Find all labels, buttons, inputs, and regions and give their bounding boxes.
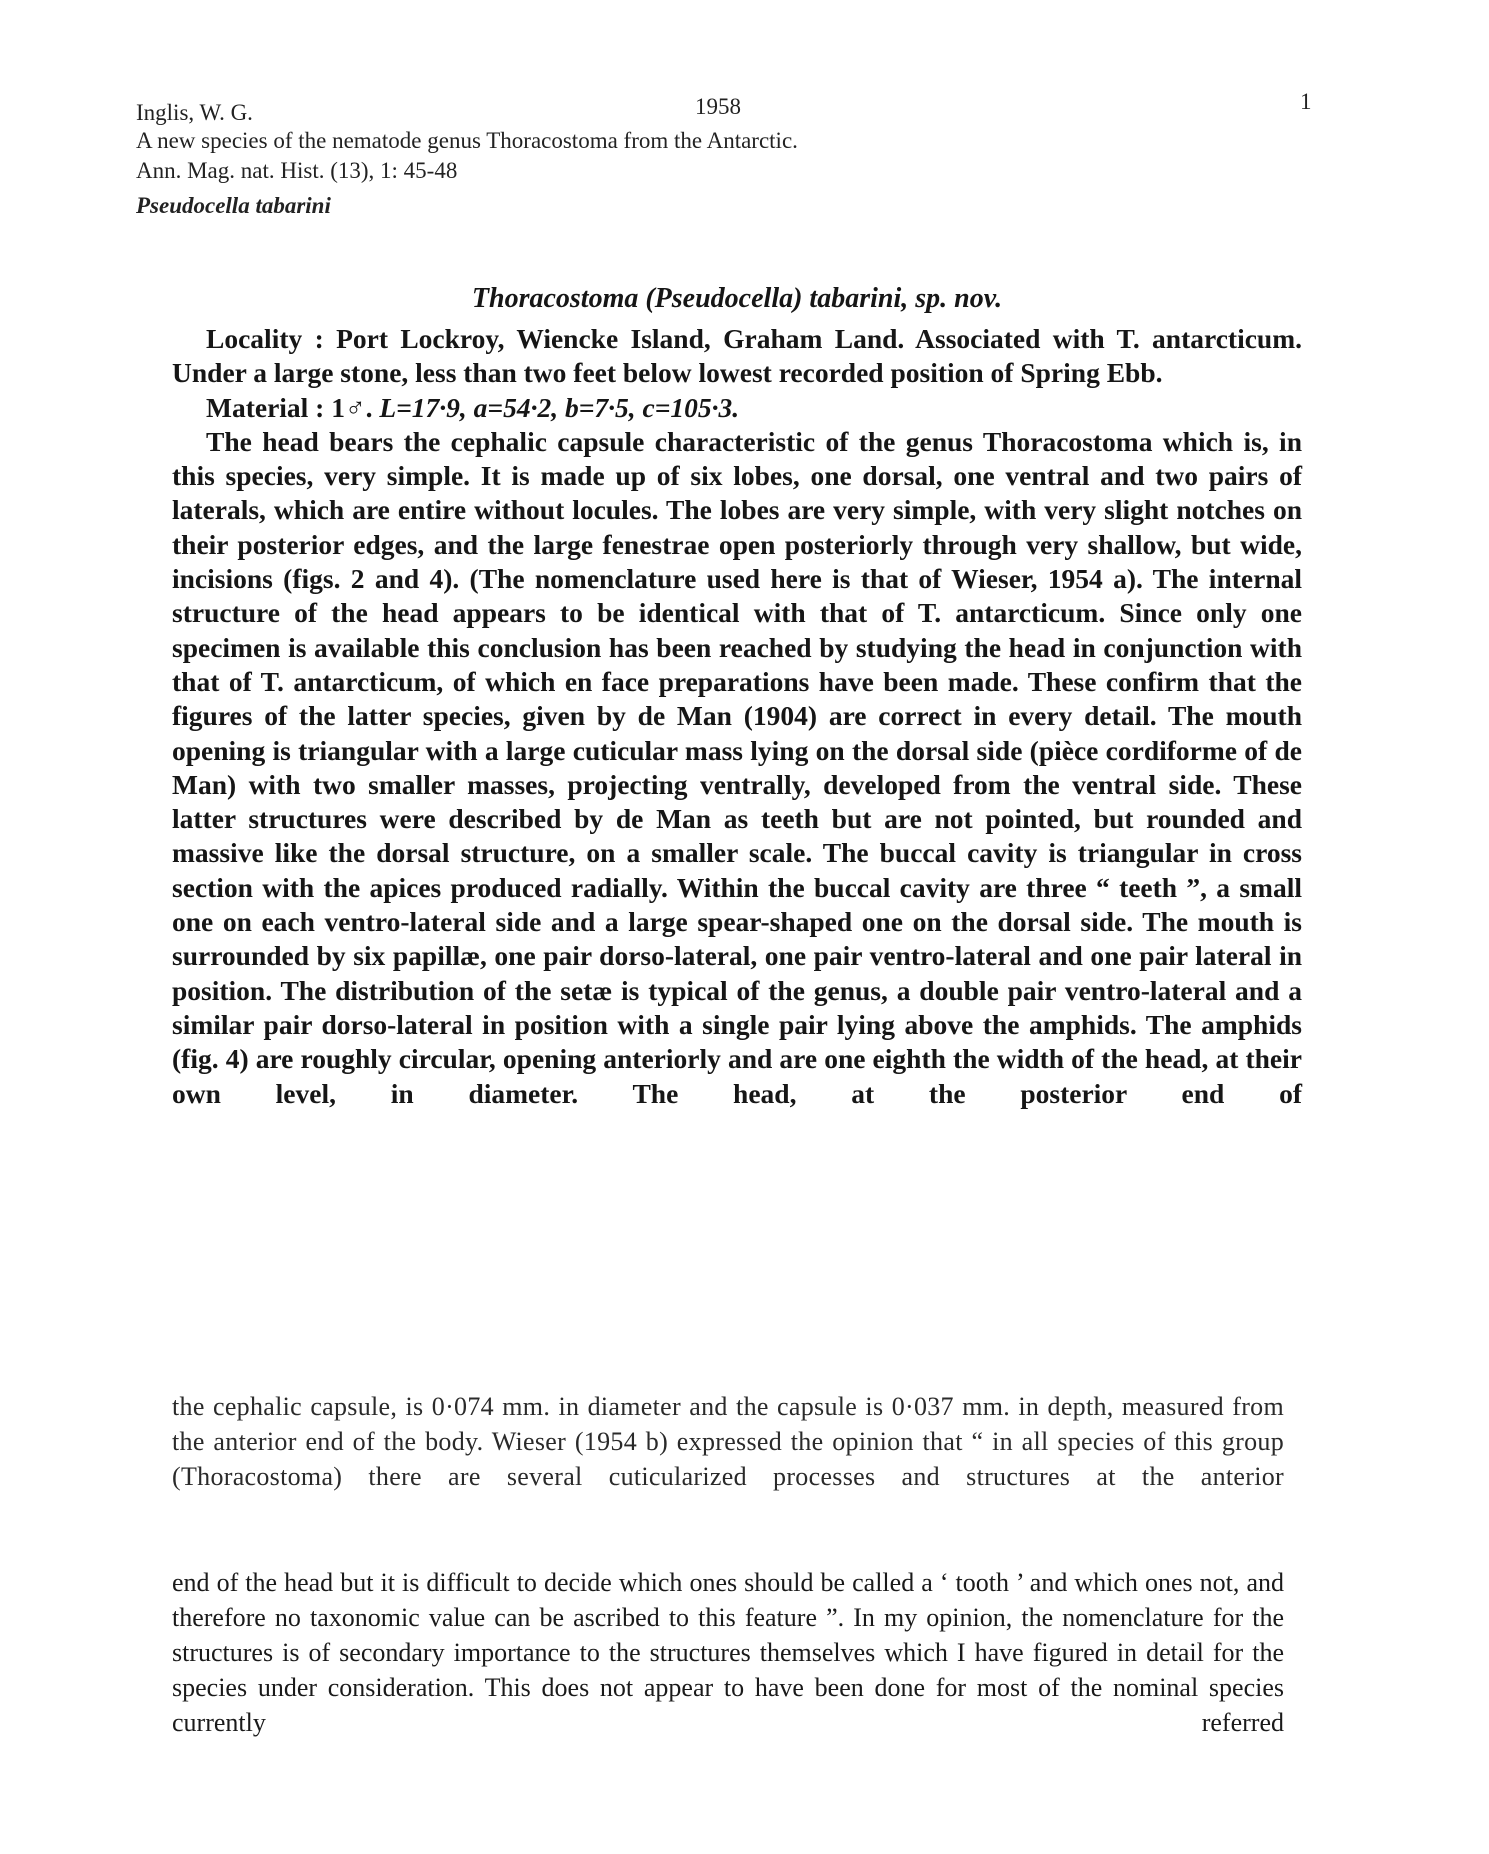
nomenclature-text: end of the head but it is difficult to decide which ones should be called a ‘ tooth ’ and which ones not, and therefore no taxonomic value can be ascribed to this feature ”. In my opinion, the nomenclature for the structures is of secondary importance to the structures themselves which I have figured in detail for the species under consideration. This does not appear to have been done for most of the nominal species currently referred: [172, 1568, 1284, 1737]
species-description: [172, 280, 1302, 1111]
capsule-paragraph: [172, 1389, 1284, 1494]
measurements: L=17·9, a=54·2, b=7·5, c=105·3.: [379, 391, 740, 423]
material-paragraph: [172, 391, 1302, 425]
citation-species: Pseudocella tabarini: [136, 193, 331, 218]
nomenclature-paragraph: [172, 1565, 1284, 1740]
citation-year: 1958: [695, 94, 741, 119]
page-number: 1: [1300, 89, 1312, 114]
locality-paragraph: Locality : Port Lockroy, Wiencke Island, Graham Land. Associated with T. antarcticum. Under a large stone, less than two feet below lowest recorded position of Spring Ebb.: [172, 323, 1302, 389]
capsule-text: the cephalic capsule, is 0·074 mm. in diameter and the capsule is 0·037 mm. in depth, measured from the anterior end of the body. Wieser (1954 b) expressed the opinion that “ in all species of this group (Thoracostoma) there are several cuticularized processes and structures at the anterior: [172, 1392, 1284, 1491]
citation-journal: Ann. Mag. nat. Hist. (13), 1: 45-48: [136, 158, 458, 183]
citation-author: Inglis, W. G.: [136, 100, 253, 125]
head-description-paragraph: The head bears the cephalic capsule characteristic of the genus Thoracostoma which is, in this species, very simple. It is made up of six lobes, one dorsal, one ventral and two pairs of laterals, which are entire without locules. The lobes are very simple, with very slight notches on their posterior edges, and the large fenestrae open posteriorly through very shallow, but wide, incisions (figs. 2 and 4). (The nomenclature used here is that of Wieser, 1954 a). The internal structure of the head appears to be identical with that of T. antarcticum. Since only one specimen is available this conclusion has been reached by studying the head in conjunction with that of T. antarcticum, of which en face preparations have been made. These confirm that the figures of the latter species, given by de Man (1904) are correct in every detail. The mouth opening is triangular with a large cuticular mass lying on the dorsal side (pièce cordiforme of de Man) with two smaller masses, projecting ventrally, developed from the ventral side. These latter structures were described by de Man as teeth but are not pointed, but rounded and massive like the dorsal structure, on a smaller scale. The buccal cavity is triangular in cross section with the apices produced radially. Within the buccal cavity are three “ teeth ”, a small one on each ventro-lateral side and a large spear-shaped one on the dorsal side. The mouth is surrounded by six papillæ, one pair dorso-lateral, one pair ventro-lateral and one pair lateral in position. The distribution of the setæ is typical of the genus, a double pair ventro-lateral and a similar pair dorso-lateral in position with a single pair lying above the amphids. The amphids (fig. 4) are roughly circular, opening anteriorly and are one eighth the width of the head, at their own level, in diameter. The head, at the posterior end of: [172, 425, 1302, 1109]
citation-title: A new species of the nematode genus Thoracostoma from the Antarctic.: [136, 128, 798, 153]
material-label: Material : 1♂.: [206, 391, 373, 423]
species-heading: Thoracostoma (Pseudocella) tabarini, sp. nov.: [471, 283, 1003, 314]
